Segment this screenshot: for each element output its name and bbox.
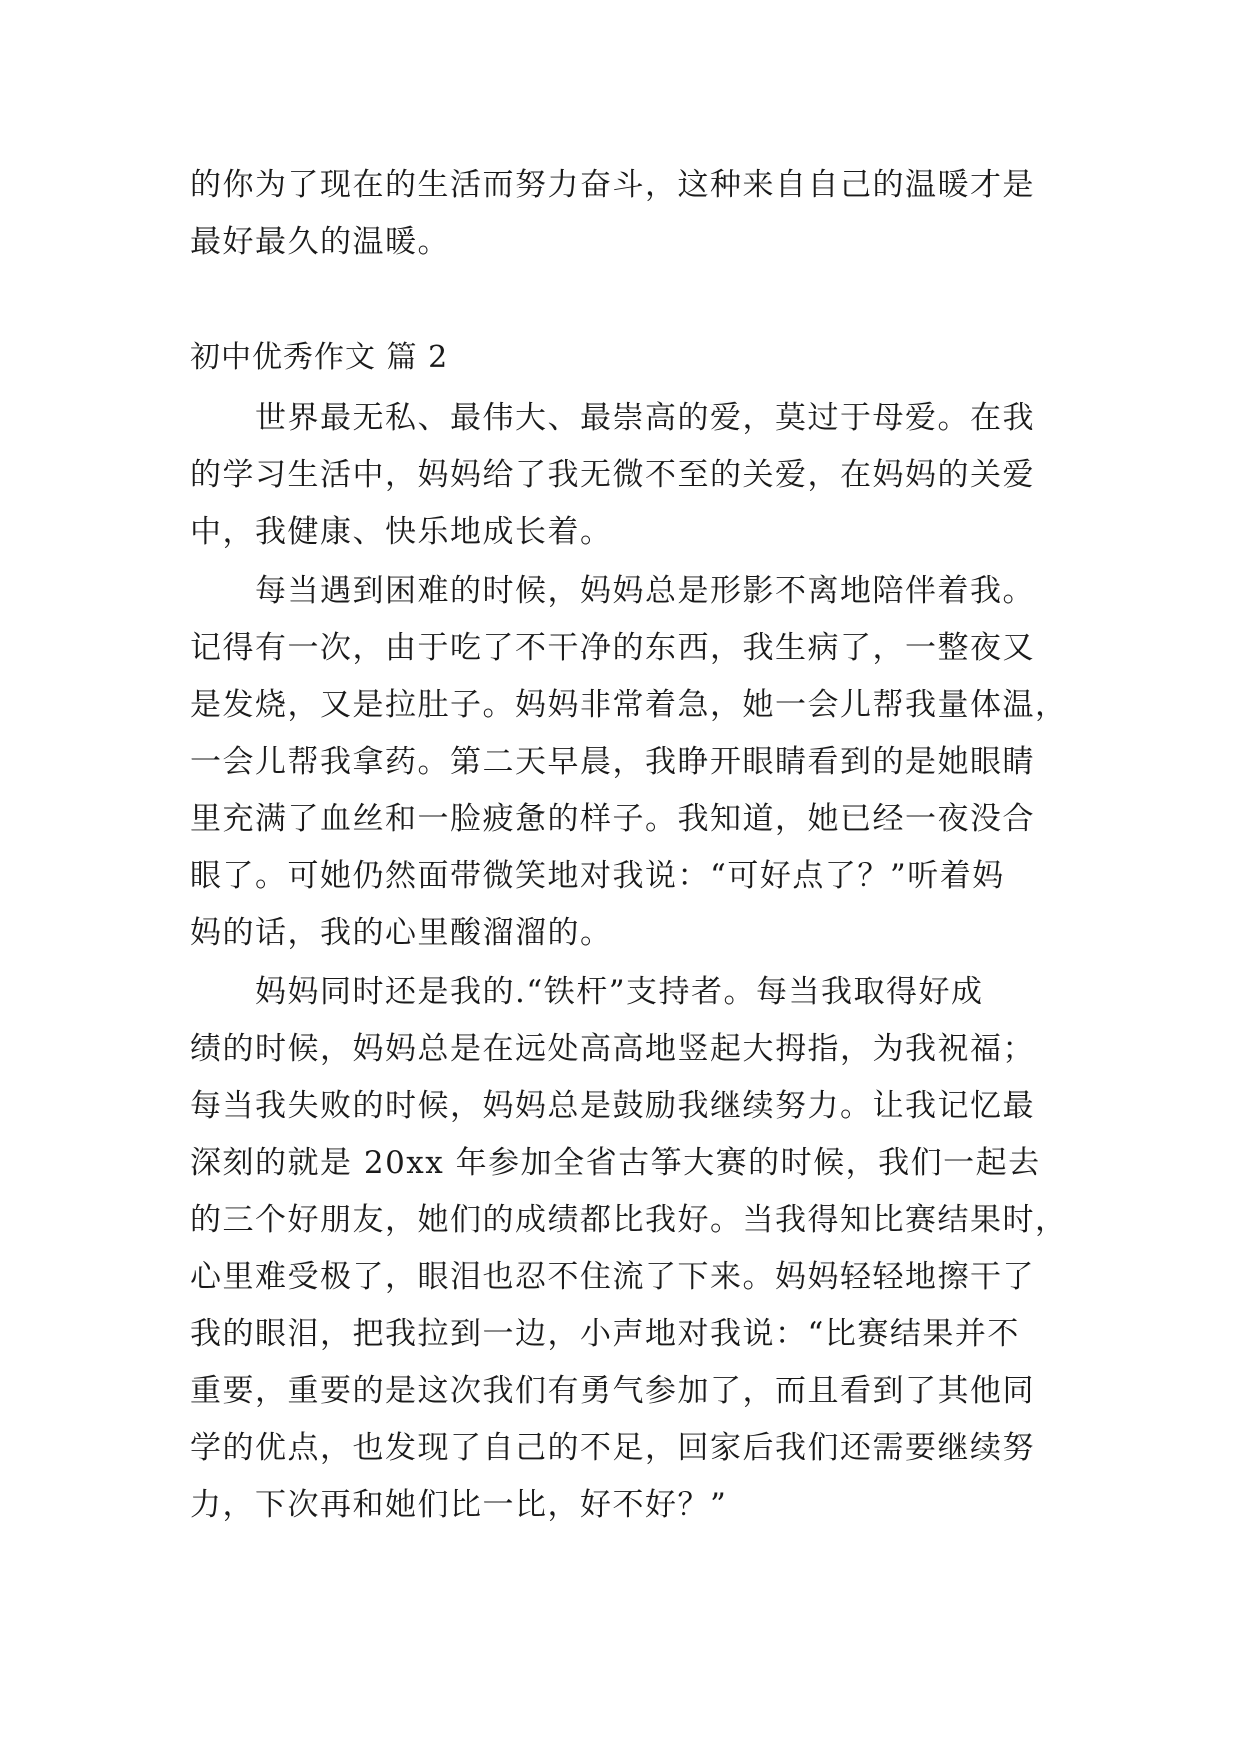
text-line: 眼了。可她仍然面带微笑地对我说：“可好点了？”听着妈 — [190, 858, 1005, 894]
text-line: 绩的时候，妈妈总是在远处高高地竖起大拇指，为我祝福； — [190, 1031, 1035, 1067]
text-line: 的你为了现在的生活而努力奋斗，这种来自自己的温暖才是 — [190, 167, 1035, 203]
text-line: 一会儿帮我拿药。第二天早晨，我睁开眼睛看到的是她眼睛 — [190, 744, 1035, 780]
text-line: 的三个好朋友，她们的成绩都比我好。当我得知比赛结果时， — [190, 1202, 1068, 1238]
text-line: 里充满了血丝和一脸疲惫的样子。我知道，她已经一夜没合 — [190, 801, 1035, 837]
text-line: 每当遇到困难的时候，妈妈总是形影不离地陪伴着我。 — [190, 573, 1035, 609]
text-line: 深刻的就是 20xx 年参加全省古筝大赛的时候，我们一起去 — [190, 1145, 1041, 1181]
text-line: 中，我健康、快乐地成长着。 — [190, 514, 613, 550]
text-line: 妈妈同时还是我的.“铁杆”支持者。每当我取得好成 — [190, 974, 984, 1010]
text-line: 最好最久的温暖。 — [190, 224, 450, 260]
text-line: 学的优点，也发现了自己的不足，回家后我们还需要继续努 — [190, 1430, 1035, 1466]
text-line: 世界最无私、最伟大、最崇高的爱，莫过于母爱。在我 — [190, 400, 1035, 436]
text-line: 记得有一次，由于吃了不干净的东西，我生病了，一整夜又 — [190, 630, 1035, 666]
text-line: 重要，重要的是这次我们有勇气参加了，而且看到了其他同 — [190, 1373, 1035, 1409]
text-line: 的学习生活中，妈妈给了我无微不至的关爱，在妈妈的关爱 — [190, 457, 1035, 493]
text-line: 是发烧，又是拉肚子。妈妈非常着急，她一会儿帮我量体温， — [190, 687, 1068, 723]
text-line: 力，下次再和她们比一比，好不好？” — [190, 1487, 728, 1523]
text-line: 我的眼泪，把我拉到一边，小声地对我说：“比赛结果并不 — [190, 1316, 1020, 1352]
text-line: 妈的话，我的心里酸溜溜的。 — [190, 915, 613, 951]
text-line: 心里难受极了，眼泪也忍不住流了下来。妈妈轻轻地擦干了 — [190, 1259, 1035, 1295]
text-line: 每当我失败的时候，妈妈总是鼓励我继续努力。让我记忆最 — [190, 1088, 1035, 1124]
section-heading: 初中优秀作文 篇 2 — [190, 340, 449, 375]
